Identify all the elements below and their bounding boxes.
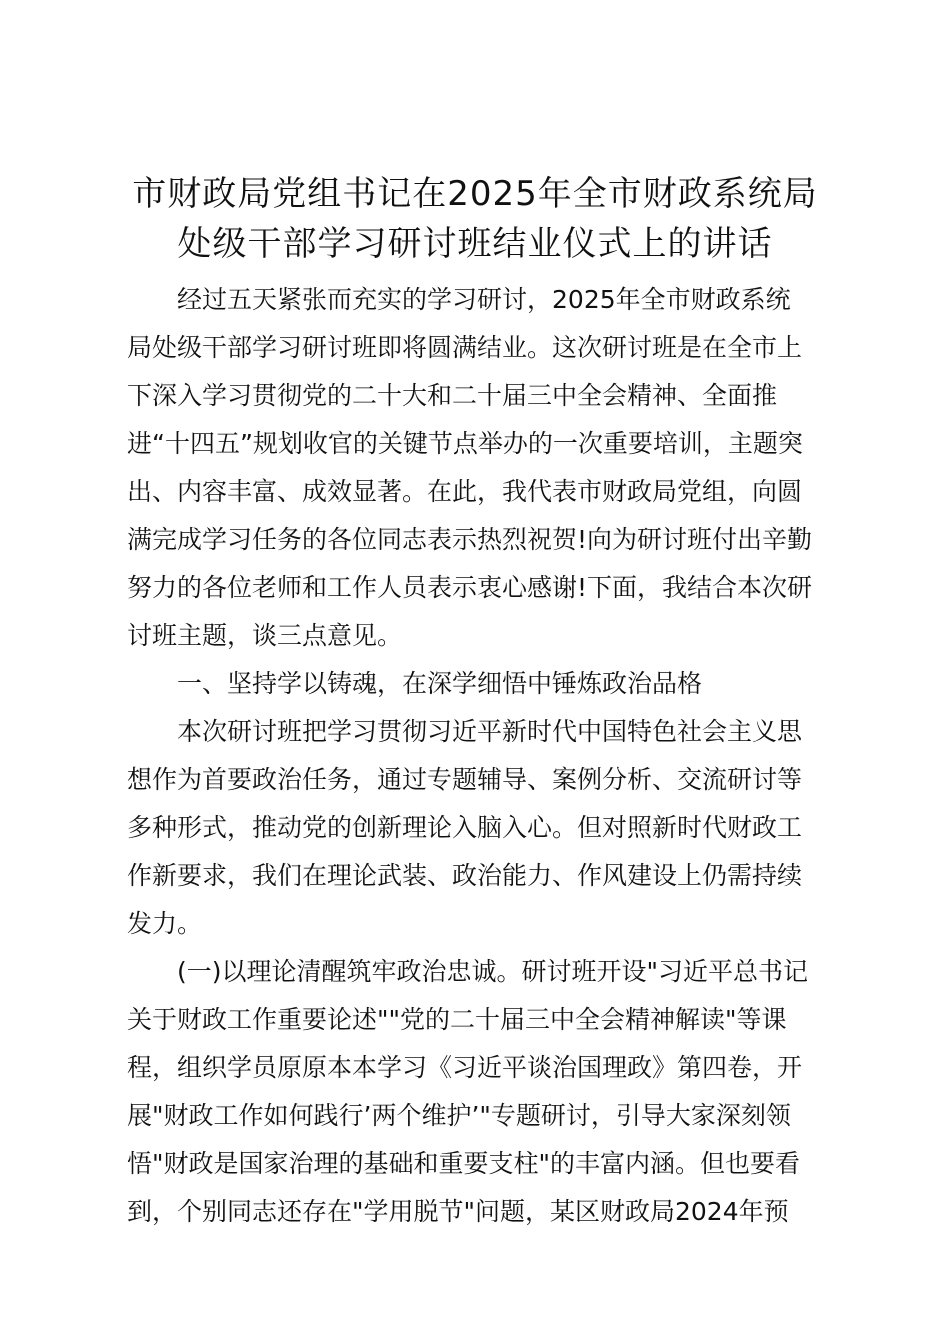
- paragraph-line: 关于财政工作重要论述""党的二十届三中全会精神解读"等课: [127, 1005, 787, 1034]
- paragraph-line: 作新要求，我们在理论武装、政治能力、作风建设上仍需持续: [127, 861, 803, 890]
- paragraph-line: 经过五天紧张而充实的学习研讨，2025年全市财政系统: [177, 285, 791, 314]
- document-body: [127, 276, 827, 1236]
- paragraph-line: 局处级干部学习研讨班即将圆满结业。这次研讨班是在全市上: [127, 333, 803, 362]
- paragraph-line: 努力的各位老师和工作人员表示衷心感谢!下面，我结合本次研: [127, 573, 813, 602]
- paragraph-line: 发力。: [127, 909, 203, 938]
- paragraph-line: 悟"财政是国家治理的基础和重要支柱"的丰富内涵。但也要看: [127, 1149, 801, 1178]
- paragraph-line: 本次研讨班把学习贯彻习近平新时代中国特色社会主义思: [177, 717, 803, 746]
- paragraph-line: 讨班主题，谈三点意见。: [127, 621, 403, 650]
- document-title-line-1: 市财政局党组书记在2025年全市财政系统局: [132, 174, 818, 214]
- paragraph-line: 多种形式，推动党的创新理论入脑入心。但对照新时代财政工: [127, 813, 803, 842]
- paragraph-line: 展"财政工作如何践行’两个维护’"专题研讨，引导大家深刻领: [127, 1101, 791, 1130]
- paragraph-line: (一)以理论清醒筑牢政治忠诚。研讨班开设"习近平总书记: [177, 957, 809, 986]
- paragraph-line: 程，组织学员原原本本学习《习近平谈治国理政》第四卷，开: [127, 1053, 803, 1082]
- paragraph-line: 出、内容丰富、成效显著。在此，我代表市财政局党组，向圆: [127, 477, 803, 506]
- paragraph-line: 想作为首要政治任务，通过专题辅导、案例分析、交流研讨等: [127, 765, 803, 794]
- document-title-line-2: 处级干部学习研讨班结业仪式上的讲话: [177, 224, 773, 264]
- paragraph-line: 进“十四五”规划收官的关键节点举办的一次重要培训，主题突: [127, 429, 803, 458]
- paragraph-line: 满完成学习任务的各位同志表示热烈祝贺!向为研讨班付出辛勤: [127, 525, 813, 554]
- section-heading: 一、坚持学以铸魂，在深学细悟中锤炼政治品格: [177, 669, 703, 698]
- paragraph-line: 下深入学习贯彻党的二十大和二十届三中全会精神、全面推: [127, 381, 778, 410]
- paragraph-line: 到，个别同志还存在"学用脱节"问题，某区财政局2024年预: [127, 1197, 789, 1226]
